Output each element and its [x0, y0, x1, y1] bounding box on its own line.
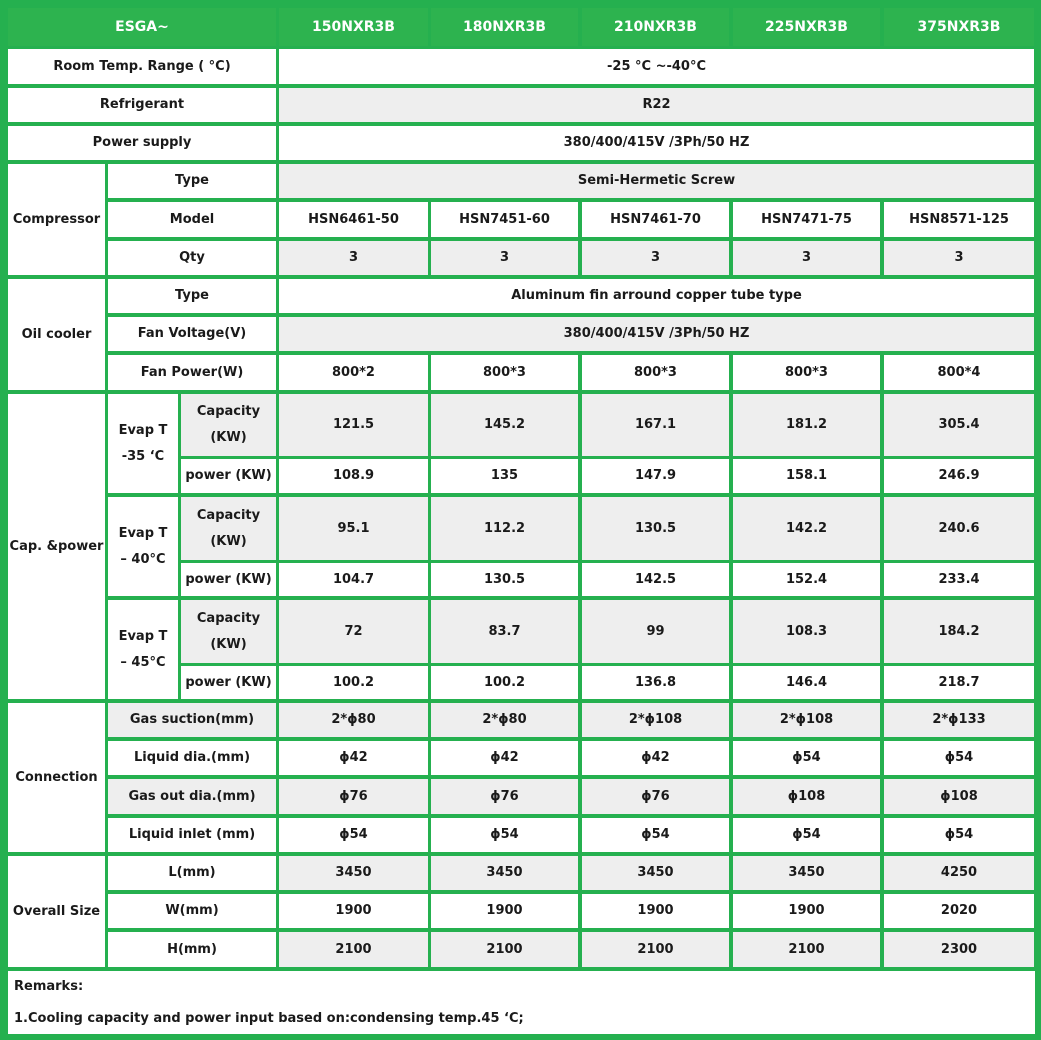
connection-cell: 2*ϕ108 [582, 703, 729, 737]
row-value: -25 °C ~-40°C [279, 49, 1034, 84]
capacity-cell: 184.2 [884, 600, 1034, 663]
model-cell: HSN7461-70 [582, 202, 729, 237]
size-cell: 2020 [884, 894, 1034, 928]
capacity-cell: 83.7 [431, 600, 578, 663]
size-cell: 3450 [431, 856, 578, 890]
row-label: Power supply [8, 126, 276, 160]
connection-cell: ϕ108 [884, 779, 1034, 814]
connection-cell: ϕ54 [582, 818, 729, 852]
section-label: Connection [8, 703, 105, 852]
connection-cell: ϕ108 [733, 779, 880, 814]
power-cell: 136.8 [582, 666, 729, 699]
header-model: 180NXR3B [431, 8, 578, 46]
power-cell: 130.5 [431, 563, 578, 596]
qty-cell: 3 [582, 241, 729, 275]
section-label: Cap. &power [8, 394, 105, 699]
size-cell: 3450 [582, 856, 729, 890]
power-label: power (KW) [181, 666, 276, 699]
connection-cell: ϕ42 [279, 741, 428, 775]
power-label: power (KW) [181, 563, 276, 596]
size-cell: 2100 [733, 932, 880, 967]
row-label: Type [108, 164, 276, 198]
power-cell: 158.1 [733, 459, 880, 493]
header-model: 225NXR3B [733, 8, 880, 46]
power-cell: 246.9 [884, 459, 1034, 493]
size-cell: 4250 [884, 856, 1034, 890]
header-model: 150NXR3B [279, 8, 428, 46]
capacity-label: Capacity (KW) [181, 600, 276, 663]
connection-cell: 2*ϕ108 [733, 703, 880, 737]
header-model: 375NXR3B [884, 8, 1034, 46]
capacity-cell: 240.6 [884, 497, 1034, 560]
power-cell: 100.2 [431, 666, 578, 699]
qty-cell: 3 [431, 241, 578, 275]
connection-cell: ϕ54 [733, 741, 880, 775]
fan-power-cell: 800*3 [582, 355, 729, 390]
power-cell: 233.4 [884, 563, 1034, 596]
row-label: Liquid inlet (mm) [108, 818, 276, 852]
size-cell: 1900 [733, 894, 880, 928]
power-label: power (KW) [181, 459, 276, 493]
power-cell: 100.2 [279, 666, 428, 699]
capacity-cell: 121.5 [279, 394, 428, 456]
evap-label: Evap T – 45°C [108, 600, 178, 699]
header-model: 210NXR3B [582, 8, 729, 46]
capacity-cell: 167.1 [582, 394, 729, 456]
capacity-cell: 142.2 [733, 497, 880, 560]
section-label: Overall Size [8, 856, 105, 967]
size-cell: 1900 [279, 894, 428, 928]
capacity-cell: 112.2 [431, 497, 578, 560]
row-label: Model [108, 202, 276, 237]
row-value: R22 [279, 88, 1034, 122]
row-label: Fan Voltage(V) [108, 317, 276, 351]
connection-cell: ϕ54 [431, 818, 578, 852]
size-cell: 2100 [279, 932, 428, 967]
power-cell: 142.5 [582, 563, 729, 596]
power-cell: 146.4 [733, 666, 880, 699]
size-cell: 1900 [431, 894, 578, 928]
model-cell: HSN7451-60 [431, 202, 578, 237]
row-value: Aluminum fin arround copper tube type [279, 279, 1034, 313]
size-cell: 3450 [733, 856, 880, 890]
capacity-cell: 305.4 [884, 394, 1034, 456]
connection-cell: ϕ76 [582, 779, 729, 814]
capacity-cell: 145.2 [431, 394, 578, 456]
row-label: Gas out dia.(mm) [108, 779, 276, 814]
fan-power-cell: 800*4 [884, 355, 1034, 390]
power-cell: 218.7 [884, 666, 1034, 699]
row-label: L(mm) [108, 856, 276, 890]
capacity-cell: 99 [582, 600, 729, 663]
connection-cell: ϕ54 [884, 818, 1034, 852]
capacity-label: Capacity (KW) [181, 497, 276, 560]
fan-power-cell: 800*2 [279, 355, 428, 390]
header-label: ESGA~ [8, 8, 276, 46]
fan-power-cell: 800*3 [431, 355, 578, 390]
row-label: Fan Power(W) [108, 355, 276, 390]
size-cell: 1900 [582, 894, 729, 928]
power-cell: 108.9 [279, 459, 428, 493]
connection-cell: ϕ54 [279, 818, 428, 852]
model-cell: HSN7471-75 [733, 202, 880, 237]
capacity-cell: 95.1 [279, 497, 428, 560]
row-label: Type [108, 279, 276, 313]
section-label: Compressor [8, 164, 105, 275]
remarks-line: 1.Cooling capacity and power input based on:condensing temp.45 ‘C; [14, 1011, 524, 1026]
connection-cell: ϕ76 [431, 779, 578, 814]
size-cell: 2100 [431, 932, 578, 967]
qty-cell: 3 [884, 241, 1034, 275]
power-cell: 135 [431, 459, 578, 493]
remarks [8, 971, 1035, 1034]
capacity-cell: 130.5 [582, 497, 729, 560]
row-value: Semi-Hermetic Screw [279, 164, 1034, 198]
connection-cell: 2*ϕ80 [279, 703, 428, 737]
evap-label: Evap T -35 ‘C [108, 394, 178, 493]
connection-cell: ϕ54 [884, 741, 1034, 775]
section-label: Oil cooler [8, 279, 105, 390]
size-cell: 3450 [279, 856, 428, 890]
connection-cell: 2*ϕ133 [884, 703, 1034, 737]
row-label: W(mm) [108, 894, 276, 928]
connection-cell: 2*ϕ80 [431, 703, 578, 737]
row-label: Room Temp. Range ( °C) [8, 49, 276, 84]
power-cell: 104.7 [279, 563, 428, 596]
connection-cell: ϕ54 [733, 818, 880, 852]
power-cell: 152.4 [733, 563, 880, 596]
evap-label: Evap T – 40°C [108, 497, 178, 596]
qty-cell: 3 [279, 241, 428, 275]
size-cell: 2300 [884, 932, 1034, 967]
row-label: H(mm) [108, 932, 276, 967]
row-value: 380/400/415V /3Ph/50 HZ [279, 126, 1034, 160]
capacity-label: Capacity (KW) [181, 394, 276, 456]
row-label: Qty [108, 241, 276, 275]
model-cell: HSN6461-50 [279, 202, 428, 237]
model-cell: HSN8571-125 [884, 202, 1034, 237]
connection-cell: ϕ42 [582, 741, 729, 775]
connection-cell: ϕ76 [279, 779, 428, 814]
capacity-cell: 108.3 [733, 600, 880, 663]
capacity-cell: 181.2 [733, 394, 880, 456]
row-label: Refrigerant [8, 88, 276, 122]
qty-cell: 3 [733, 241, 880, 275]
capacity-cell: 72 [279, 600, 428, 663]
row-label: Liquid dia.(mm) [108, 741, 276, 775]
row-value: 380/400/415V /3Ph/50 HZ [279, 317, 1034, 351]
connection-cell: ϕ42 [431, 741, 578, 775]
fan-power-cell: 800*3 [733, 355, 880, 390]
remarks-title: Remarks: [14, 979, 84, 994]
row-label: Gas suction(mm) [108, 703, 276, 737]
power-cell: 147.9 [582, 459, 729, 493]
size-cell: 2100 [582, 932, 729, 967]
